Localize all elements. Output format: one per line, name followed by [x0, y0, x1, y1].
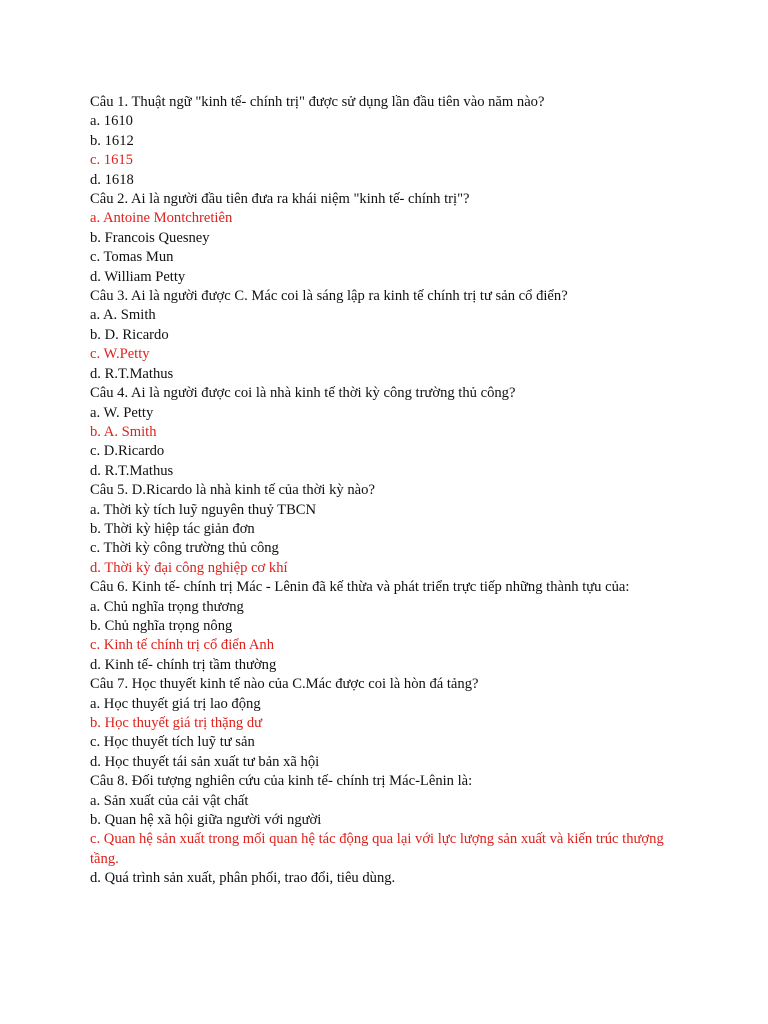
option-b-correct: b. A. Smith: [90, 423, 157, 440]
option-c-correct: c. Kinh tế chính trị cổ điển Anh: [90, 637, 275, 654]
option-d: d. 1618: [90, 171, 134, 188]
option-a: a. Chủ nghĩa trọng thương: [90, 598, 244, 615]
question-text: Câu 8. Đối tượng nghiên cứu của kinh tế- chính trị Mác-Lênin là:: [90, 773, 473, 790]
option-a: a. W. Petty: [90, 404, 154, 421]
option-c-correct: c. Quan hệ sản xuất trong mối quan hệ tác động qua lại với lực lượng sản xuất và kiến trúc thượng tầng.: [90, 831, 664, 867]
option-a: a. A. Smith: [90, 307, 156, 324]
question-block: [90, 675, 670, 772]
option-b: b. Francois Quesney: [90, 229, 210, 246]
option-d-correct: d. Thời kỳ đại công nghiệp cơ khí: [90, 559, 288, 576]
option-a: a. Thời kỳ tích luỹ nguyên thuỷ TBCN: [90, 501, 317, 518]
option-b: b. Quan hệ xã hội giữa người với người: [90, 812, 322, 829]
option-a-correct: a. Antoine Montchretiên: [90, 210, 233, 227]
option-b: b. Thời kỳ hiệp tác giản đơn: [90, 520, 255, 537]
option-b: b. 1612: [90, 132, 134, 149]
question-text: Câu 7. Học thuyết kinh tế nào của C.Mác được coi là hòn đá tảng?: [90, 676, 479, 693]
question-text: Câu 4. Ai là người được coi là nhà kinh tế thời kỳ công trường thủ công?: [90, 385, 516, 402]
option-d: d. William Petty: [90, 268, 186, 285]
option-b: b. Chủ nghĩa trọng nông: [90, 617, 233, 634]
option-d: d. R.T.Mathus: [90, 365, 174, 382]
question-block: [90, 578, 670, 675]
question-text: Câu 6. Kinh tế- chính trị Mác - Lênin đã kế thừa và phát triển trực tiếp những thành tựu của:: [90, 579, 630, 596]
question-block: [90, 384, 670, 481]
option-d: d. Học thuyết tái sản xuất tư bản xã hội: [90, 753, 320, 770]
question-text: Câu 3. Ai là người được C. Mác coi là sáng lập ra kinh tế chính trị tư sản cổ điển?: [90, 288, 568, 305]
question-block: [90, 190, 670, 287]
option-a: a. Sản xuất của cải vật chất: [90, 792, 249, 809]
option-d: d. Quá trình sản xuất, phân phối, trao đổi, tiêu dùng.: [90, 870, 396, 887]
option-b: b. D. Ricardo: [90, 326, 169, 343]
option-c: c. D.Ricardo: [90, 443, 165, 460]
option-d: d. R.T.Mathus: [90, 462, 174, 479]
question-block: [90, 772, 670, 888]
option-c: c. Tomas Mun: [90, 249, 174, 266]
question-block: [90, 287, 670, 384]
option-d: d. Kinh tế- chính trị tầm thường: [90, 656, 277, 673]
option-c: c. Học thuyết tích luỹ tư sản: [90, 734, 255, 751]
question-text: Câu 1. Thuật ngữ "kinh tế- chính trị" được sử dụng lần đầu tiên vào năm nào?: [90, 94, 545, 110]
question-text: Câu 2. Ai là người đầu tiên đưa ra khái niệm "kinh tế- chính trị"?: [90, 191, 470, 208]
question-text: Câu 5. D.Ricardo là nhà kinh tế của thời kỳ nào?: [90, 482, 375, 499]
option-c: c. Thời kỳ công trường thủ công: [90, 540, 279, 557]
option-c-correct: c. 1615: [90, 152, 133, 169]
option-c-correct: c. W.Petty: [90, 346, 150, 363]
option-b-correct: b. Học thuyết giá trị thặng dư: [90, 715, 263, 731]
quiz-content: [90, 93, 670, 889]
question-block: [90, 93, 670, 190]
question-block: [90, 481, 670, 578]
option-a: a. 1610: [90, 113, 133, 130]
option-a: a. Học thuyết giá trị lao động: [90, 695, 261, 712]
